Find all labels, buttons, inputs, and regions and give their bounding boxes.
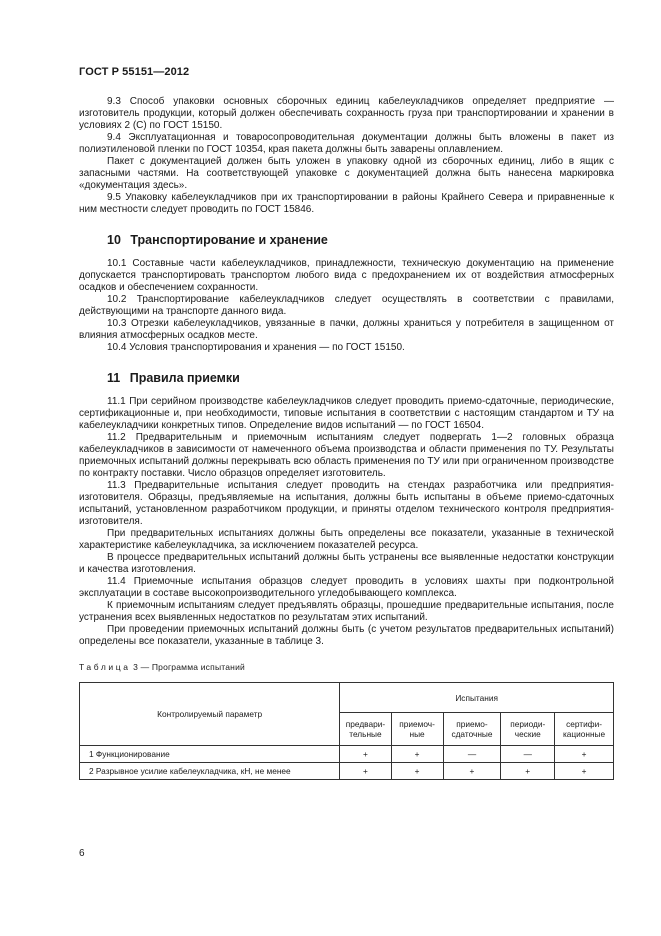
- paragraph: 9.3 Способ упаковки основных сборочных единиц кабелеукладчиков определяет предприятие — изготовитель продукции, который должен обеспечивать сохранность груза при транспортировании и хранении в условиях 2 (С) по ГОСТ 15150.: [79, 96, 614, 131]
- column-header: периоди- ческие: [501, 713, 555, 746]
- paragraph: 10.1 Составные части кабелеукладчиков, принадлежности, техническую документацию на применение допускается транспортировать транспортом любого вида с предохранением их от воздействия атмосферных осадков и обеспечением сохранности.: [79, 258, 614, 293]
- column-header: сертифи- кационные: [555, 713, 614, 746]
- paragraph: Пакет с документацией должен быть уложен в упаковку одной из сборочных единиц, либо в ящик с запасными частями. На соответствующей упаковке с документацией должна быть нанесена маркировка «документация здесь».: [79, 156, 614, 191]
- table-row: [80, 746, 614, 763]
- column-header: приемо- сдаточные: [443, 713, 501, 746]
- section-number: 11: [107, 371, 121, 385]
- column-header: предвари- тельные: [340, 713, 391, 746]
- page-content: [79, 96, 614, 780]
- paragraph: 9.5 Упаковку кабелеукладчиков при их транспортировании в районы Крайнего Севера и приравненные к ним местности следует проводить по ГОСТ 15846.: [79, 192, 614, 215]
- table-row: [80, 763, 614, 780]
- row-mark: +: [501, 763, 555, 780]
- row-mark: +: [391, 763, 443, 780]
- tests-program-table: [79, 682, 614, 780]
- paragraph: В процессе предварительных испытаний должны быть устранены все выявленные недостатки конструкции и качества изготовления.: [79, 552, 614, 575]
- paragraph: 10.3 Отрезки кабелеукладчиков, увязанные в пачки, должны храниться у потребителя в защищенном от влияния атмосферных осадков месте.: [79, 318, 614, 341]
- paragraph: 11.4 Приемочные испытания образцов следует проводить в условиях шахты при подконтрольной эксплуатации в составе высокопроизводительного угледобывающего комплекса.: [79, 576, 614, 599]
- row-mark: +: [340, 746, 391, 763]
- row-param: 1 Функционирование: [80, 746, 340, 763]
- row-mark: —: [443, 746, 501, 763]
- paragraph: 11.3 Предварительные испытания следует проводить на стендах разработчика или предприятия-изготовителя. Образцы, предъявляемые на испытания, должны быть испытаны в объеме приемо-сдаточных испытаний, установленном разработчиком продукции, и приняты отделом технического контроля предприятия-изготовителя.: [79, 480, 614, 527]
- document-header: ГОСТ Р 55151—2012: [79, 66, 190, 78]
- table-caption: [79, 661, 614, 673]
- tests-group-header: Испытания: [340, 683, 614, 713]
- section-title: Правила приемки: [129, 371, 240, 385]
- paragraph: При предварительных испытаниях должны быть определены все показатели, указанные в технической характеристике кабелеукладчика, за исключением показателей ресурса.: [79, 528, 614, 551]
- param-column-header: Контролируемый параметр: [80, 683, 340, 746]
- table-caption-word: Таблица: [79, 662, 131, 672]
- row-mark: +: [555, 746, 614, 763]
- row-mark: —: [501, 746, 555, 763]
- paragraph: 10.4 Условия транспортирования и хранения — по ГОСТ 15150.: [107, 342, 405, 353]
- paragraph: 10.2 Транспортирование кабелеукладчиков следует осуществлять в соответствии с правилами, действующими на транспорте данного вида.: [79, 294, 614, 317]
- section-number: 10: [107, 233, 121, 247]
- row-mark: +: [340, 763, 391, 780]
- row-mark: +: [555, 763, 614, 780]
- paragraph: 11.1 При серийном производстве кабелеукладчиков следует проводить приемо-сдаточные, периодические, сертификационные и, при необходимости, типовые испытания в соответствии с настоящим стандартом и ТУ на кабелеукладчики конкретных типов. Определение видов испытаний — по ГОСТ 16504.: [79, 396, 614, 431]
- row-mark: +: [443, 763, 501, 780]
- column-header: приемоч- ные: [391, 713, 443, 746]
- row-param: 2 Разрывное усилие кабелеукладчика, кН, не менее: [80, 763, 340, 780]
- section-heading-10: [79, 233, 614, 247]
- paragraph: 11.2 Предварительным и приемочным испытаниям следует подвергать 1—2 головных образца кабелеукладчиков в зависимости от намеченного объема производства и области применения по ТУ. Результаты приемочных испытаний должны перекрывать всю область применения по ТУ или при ограниченном производстве по контракту поставки. Число образцов определяет изготовитель.: [79, 432, 614, 479]
- table-caption-text: 3 — Программа испытаний: [133, 662, 245, 672]
- row-mark: +: [391, 746, 443, 763]
- paragraph: При проведении приемочных испытаний должны быть (с учетом результатов предварительных испытаний) определены все показатели, указанные в таблице 3.: [79, 624, 614, 647]
- paragraph: К приемочным испытаниям следует предъявлять образцы, прошедшие предварительные испытания, после устранения всех выявленных недостатков по результатам этих испытаний.: [79, 600, 614, 623]
- section-heading-11: [79, 371, 614, 385]
- section-title: Транспортирование и хранение: [130, 233, 328, 247]
- page-number: 6: [79, 848, 85, 859]
- paragraph: 9.4 Эксплуатационная и товаросопроводительная документации должны быть вложены в пакет из полиэтиленовой пленки по ГОСТ 10354, края пакета должны быть заварены оплавлением.: [79, 132, 614, 155]
